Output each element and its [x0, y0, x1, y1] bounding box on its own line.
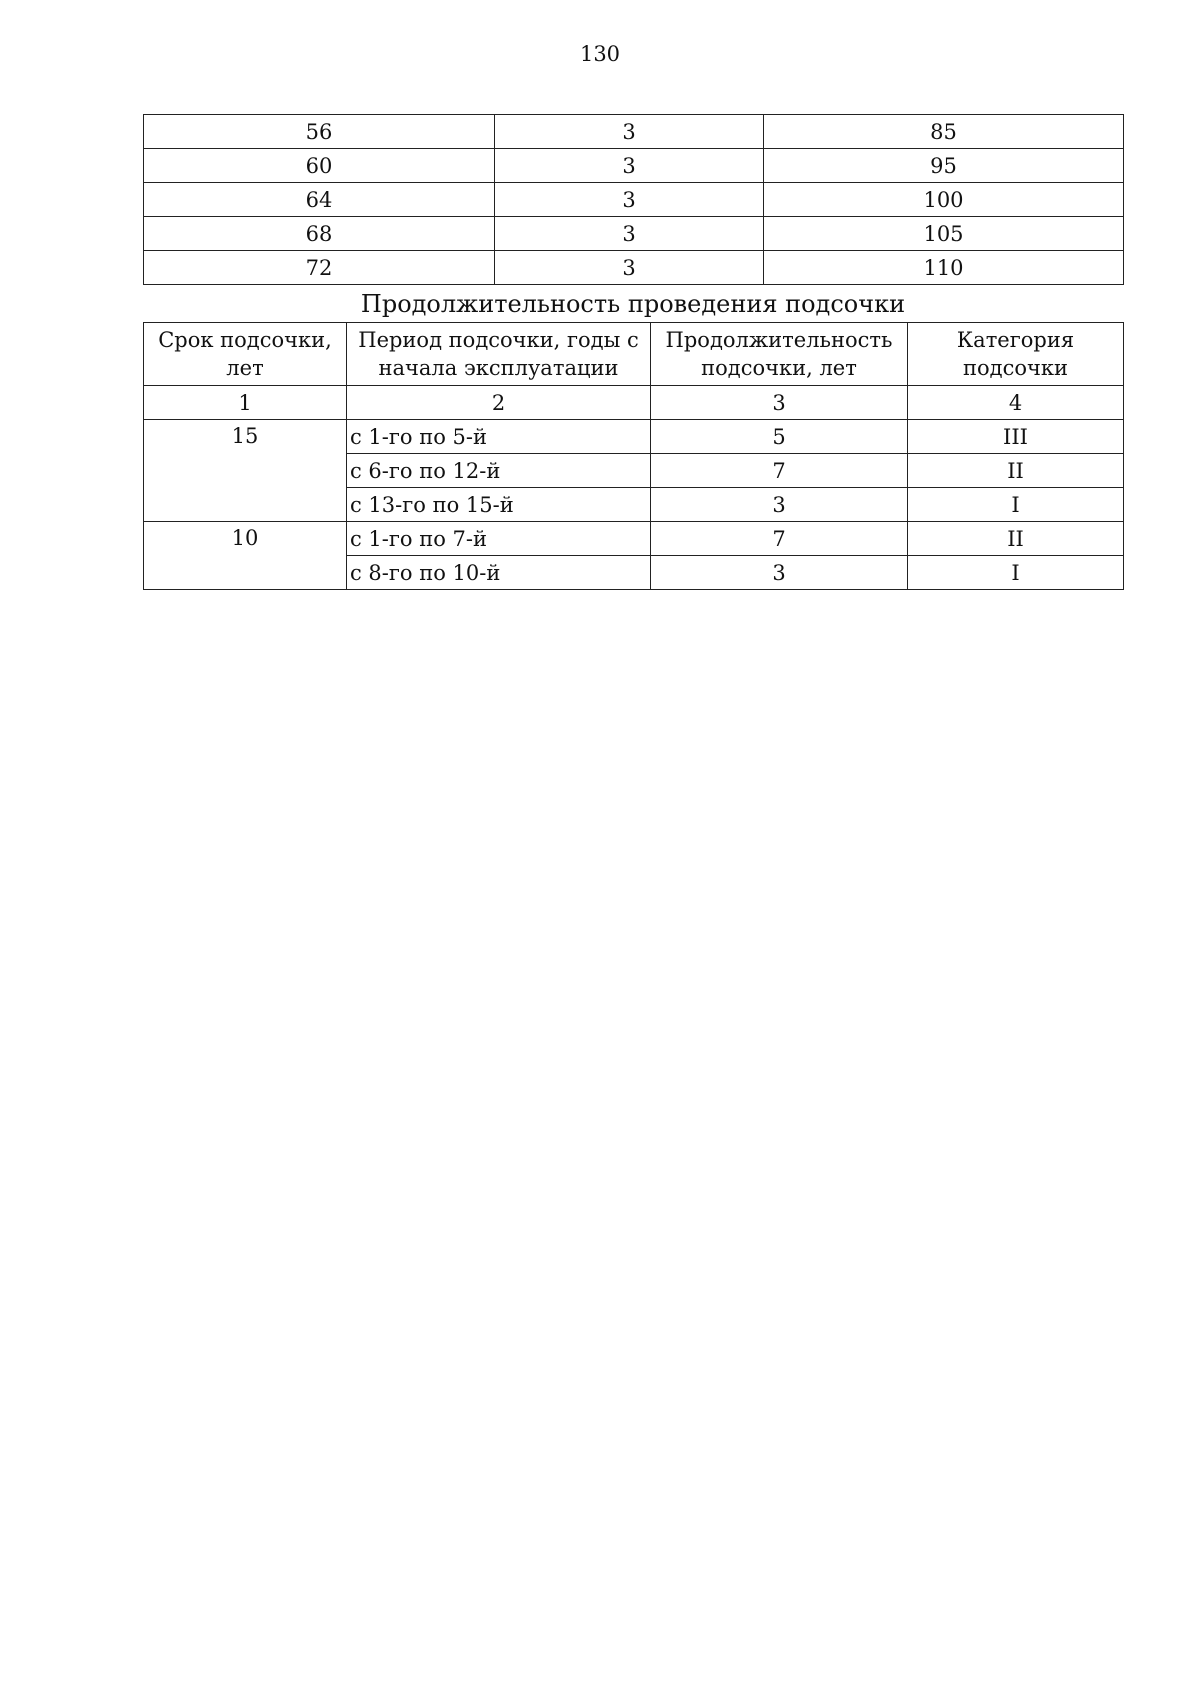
page-number: 130: [579, 42, 621, 66]
table-cell: 3: [495, 251, 764, 285]
period-cell: с 13-го по 15-й: [347, 488, 651, 522]
term-cell: 10: [144, 522, 347, 590]
table-cell: 3: [495, 217, 764, 251]
table-cell: 56: [144, 115, 495, 149]
table-cell: 95: [764, 149, 1124, 183]
tapping-duration-table: [143, 322, 1124, 590]
table-cell: 3: [495, 149, 764, 183]
table-cell: 100: [764, 183, 1124, 217]
duration-cell: 7: [651, 522, 908, 556]
column-header: Период подсочки, годы с начала эксплуатации: [347, 323, 651, 386]
column-number: 1: [144, 386, 347, 420]
category-cell: I: [908, 556, 1124, 590]
category-cell: II: [908, 522, 1124, 556]
table-cell: 3: [495, 115, 764, 149]
column-header: Категория подсочки: [908, 323, 1124, 386]
column-number-row: [144, 386, 1124, 420]
table-row: [144, 522, 1124, 556]
table-cell: 64: [144, 183, 495, 217]
table-caption: Продолжительность проведения подсочки: [360, 290, 906, 318]
table-row: [144, 217, 1124, 251]
table-row: [144, 149, 1124, 183]
duration-cell: 7: [651, 454, 908, 488]
table-cell: 85: [764, 115, 1124, 149]
duration-cell: 3: [651, 488, 908, 522]
category-cell: I: [908, 488, 1124, 522]
table-cell: 72: [144, 251, 495, 285]
period-cell: с 1-го по 7-й: [347, 522, 651, 556]
column-header: Срок подсочки, лет: [144, 323, 347, 386]
column-number: 3: [651, 386, 908, 420]
continuation-table: [143, 114, 1124, 285]
term-cell: 15: [144, 420, 347, 522]
table-cell: 68: [144, 217, 495, 251]
period-cell: с 1-го по 5-й: [347, 420, 651, 454]
period-cell: с 8-го по 10-й: [347, 556, 651, 590]
header-row: [144, 323, 1124, 386]
duration-cell: 3: [651, 556, 908, 590]
table-row: [144, 183, 1124, 217]
period-cell: с 6-го по 12-й: [347, 454, 651, 488]
table-row: [144, 115, 1124, 149]
table-cell: 3: [495, 183, 764, 217]
table-cell: 110: [764, 251, 1124, 285]
table-row: [144, 251, 1124, 285]
table-cell: 105: [764, 217, 1124, 251]
column-number: 4: [908, 386, 1124, 420]
category-cell: III: [908, 420, 1124, 454]
column-header: Продолжительность подсочки, лет: [651, 323, 908, 386]
table-row: [144, 420, 1124, 454]
category-cell: II: [908, 454, 1124, 488]
table-cell: 60: [144, 149, 495, 183]
column-number: 2: [347, 386, 651, 420]
duration-cell: 5: [651, 420, 908, 454]
